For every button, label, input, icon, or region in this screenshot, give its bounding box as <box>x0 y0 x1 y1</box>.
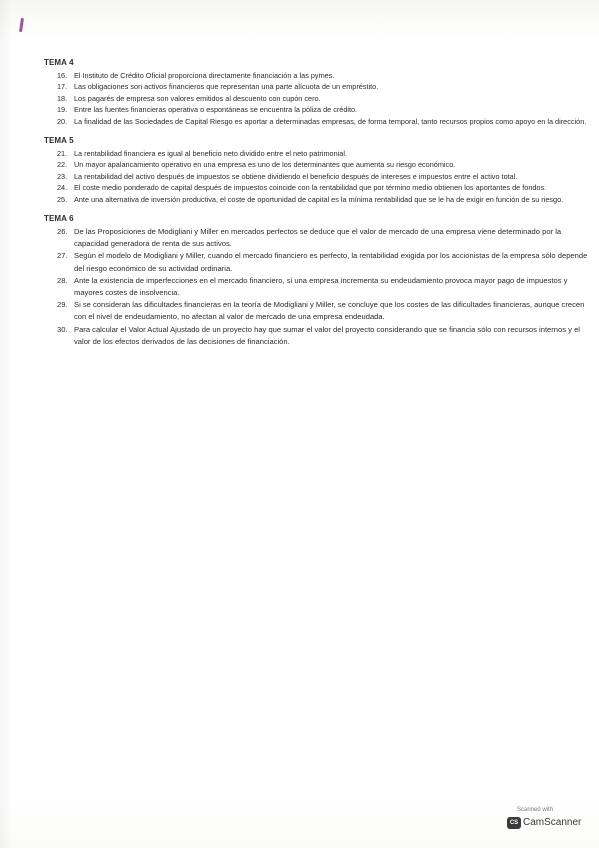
question-text: Un mayor apalancamiento operativo en una empresa es uno de los determinantes que aumenta su riesgo económico. <box>74 160 456 170</box>
question-text: Ante la existencia de imperfecciones en el mercado financiero, si una empresa incrementa su endeudamiento provoca mayor pago de impuestos y mayores costes de insolvencia. <box>74 275 568 298</box>
question-number: 29. <box>57 300 68 310</box>
camscanner-logo-icon: CS <box>507 817 521 829</box>
camscanner-watermark <box>501 806 583 838</box>
question-item <box>44 104 589 115</box>
section-tema-5 <box>44 136 589 205</box>
ink-mark <box>19 18 24 32</box>
question-text: Según el modelo de Modigliani y Miller, cuando el mercado financiero es perfecto, la rentabilidad exigida por los accionistas de la empresa sólo depende del riesgo económico de su actividad ordinaria. <box>74 251 588 273</box>
question-item <box>44 226 589 250</box>
question-text: De las Proposiciones de Modigliani y Miller en mercados perfectos se deduce que el valor de mercado de una empresa viene determinado por la capacidad generadora de renta de sus activos. <box>74 227 562 249</box>
question-text: La rentabilidad financiera es igual al beneficio neto dividido entre el neto patrimonial. <box>74 149 347 159</box>
section-title: TEMA 6 <box>44 214 74 224</box>
question-text: Entre las fuentes financieras operativa o espontáneas se encuentra la póliza de crédito. <box>74 105 358 115</box>
question-item <box>44 70 589 81</box>
question-item <box>44 182 589 193</box>
question-number: 23. <box>57 171 68 181</box>
question-number: 19. <box>57 105 68 115</box>
question-number: 26. <box>57 227 68 237</box>
question-number: 22. <box>57 160 68 170</box>
question-number: 18. <box>57 93 68 103</box>
question-number: 28. <box>57 275 68 285</box>
question-item <box>44 159 589 170</box>
question-text: Los pagarés de empresa son valores emitidos al descuento con cupón cero. <box>74 93 321 103</box>
question-text: La finalidad de las Sociedades de Capital Riesgo es aportar a determinadas empresas, de forma temporal, tanto recursos propios como apoyo en la dirección. <box>74 116 587 126</box>
scan-edge-shadow <box>0 0 12 848</box>
question-item <box>44 250 589 274</box>
question-text: Si se consideran las dificultades financieras en la teoría de Modigliani y Miller, se concluye que los costes de las dificultades financieras, aunque crecen con el nivel de endeudamiento, no afectan al valor de mercado de una empresa endeudada. <box>74 300 585 322</box>
section-title: TEMA 4 <box>44 58 74 67</box>
question-list <box>44 70 589 127</box>
question-text: El Instituto de Crédito Oficial proporciona directamente financiación a las pymes. <box>74 71 335 80</box>
question-item <box>44 171 589 182</box>
document-body <box>44 58 589 357</box>
camscanner-brand: CamScanner <box>523 817 582 828</box>
question-number: 24. <box>57 183 68 193</box>
question-item <box>44 194 589 205</box>
question-number: 20. <box>57 116 68 126</box>
question-text: La rentabilidad del activo después de impuestos se obtiene dividiendo el beneficio después de intereses e impuestos entre el activo total. <box>74 171 518 181</box>
question-text: Las obligaciones son activos financieros que representan una parte alícuota de un empréstito. <box>74 82 379 92</box>
question-text: Para calcular el Valor Actual Ajustado de un proyecto hay que sumar el valor del proyecto considerando que se financia sólo con recursos internos y el valor de los efectos derivados de las decisiones de financiación. <box>74 324 580 346</box>
question-item <box>44 116 589 127</box>
question-item <box>44 299 589 323</box>
question-item <box>44 93 589 104</box>
question-number: 17. <box>57 82 68 92</box>
section-tema-6 <box>44 214 589 348</box>
question-number: 16. <box>57 71 68 80</box>
question-item <box>44 148 589 159</box>
scanned-with-label: Scanned with <box>517 807 554 813</box>
question-item <box>44 81 589 92</box>
question-text: Ante una alternativa de inversión productiva, el coste de oportunidad de capital es la mínima rentabilidad que se le ha de exigir en función de su riesgo. <box>74 194 564 204</box>
question-item <box>44 324 589 348</box>
question-number: 30. <box>57 324 68 334</box>
question-list <box>44 226 589 348</box>
question-number: 21. <box>57 149 68 159</box>
question-item <box>44 275 589 299</box>
question-number: 25. <box>57 194 68 204</box>
question-number: 27. <box>57 251 68 261</box>
question-text: El coste medio ponderado de capital después de impuestos coincide con la rentabilidad que por término medio obtienen los aportantes de fondos. <box>74 183 547 193</box>
section-tema-4 <box>44 58 589 127</box>
section-title: TEMA 5 <box>44 136 74 146</box>
question-list <box>44 148 589 205</box>
